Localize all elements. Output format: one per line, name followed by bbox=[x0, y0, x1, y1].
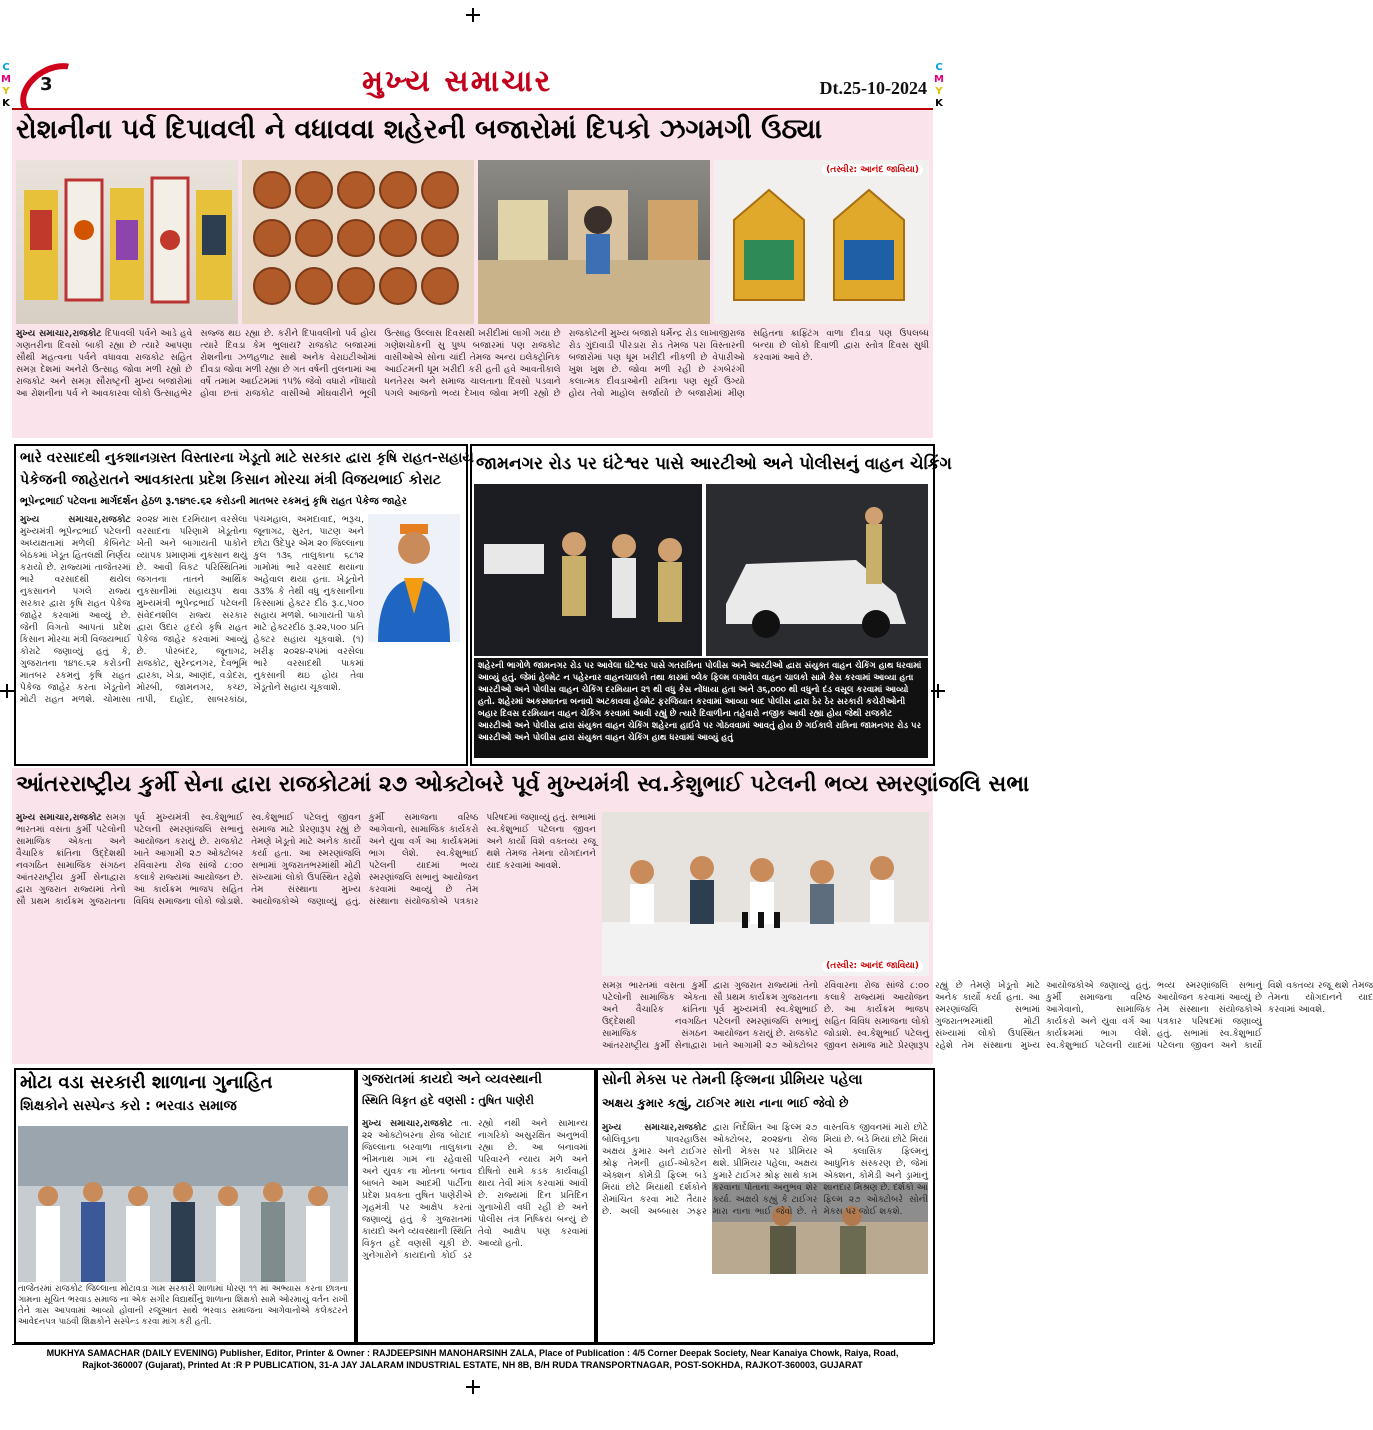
photo-car-stopped bbox=[706, 484, 928, 656]
cmyk-m: M bbox=[934, 74, 944, 85]
story-keshubhai-body-left bbox=[16, 812, 596, 1060]
story-diwali-byline: મુખ્ય સમાચાર,રાજકોટ bbox=[16, 329, 102, 339]
story-keshubhai-headline: આંતરરાષ્ટ્રીય કુર્મી સેના દ્વારા રાજકોટમાં ૨૭ ઓક્ટોબરે પૂર્વ મુખ્યમંત્રી સ્વ.કેશુભાઈ પટેલની ભવ્ય સ્મરણાંજલિ સભા bbox=[16, 772, 1030, 797]
imprint-footer bbox=[12, 1344, 933, 1378]
page-number: 3 bbox=[40, 74, 53, 95]
story-diwali-headline: રોશનીના પર્વ દિપાવલી ને વધાવવા શહેરની બજારોમાં દિપકો ઝગમગી ઉઠ્યા bbox=[16, 114, 823, 145]
masthead bbox=[12, 62, 933, 110]
portrait-illustration bbox=[368, 514, 460, 642]
story-farmer-headline-2: પેકેજની જાહેરાતને આવકારતા પ્રદેશ કિસાન મોરચા મંત્રી વિજયભાઈ કોરાટ bbox=[20, 472, 442, 488]
story-school-headline-2: શિક્ષકોને સસ્પેન્ડ કરો : ભરવાડ સમાજ bbox=[20, 1098, 237, 1114]
photo-toran-decorations bbox=[16, 160, 238, 324]
chariot-illustration bbox=[714, 160, 929, 324]
cmyk-k: K bbox=[935, 98, 943, 109]
story-law-headline-1: ગુજરાતમાં કાયદો અને વ્યવસ્થાની bbox=[362, 1072, 542, 1087]
registration-mark-bottom bbox=[466, 1380, 480, 1394]
photo-bharvad-samaj-group bbox=[18, 1126, 348, 1282]
story-farmer-subhead: ભૂપેન્દ્રભાઈ પટેલના માર્ગદર્શન હેઠળ રૂ.૧૪૧૯.૬૨ કરોડની માતબર રકમનું કૃષિ રાહત પેકેજ જાહેર bbox=[20, 496, 407, 507]
story-farmer-body bbox=[20, 514, 364, 758]
story-law-headline-2: સ્થિતિ વિકૃત હદે વણસી : તુષિત પાણેરી bbox=[362, 1094, 534, 1107]
imprint-line-2: Rajkot-360007 (Gujarat), Printed At :R P PUBLICATION, 31-A JAY JALARAM INDUSTRIAL ESTATE, NH 8B, B/H RUDA TRANSPORTNAGAR, POST-SOKHDA, RAJKOT-360003, GUJARAT bbox=[82, 1360, 863, 1370]
story-akshay-byline: મુખ્ય સમાચાર,રાજકોટ bbox=[602, 1123, 707, 1133]
photo-market-shop bbox=[478, 160, 710, 324]
story-akshay-headline-2: અક્ષય કુમાર કહ્યું, ટાઈગર મારા નાના ભાઈ જેવો છે bbox=[602, 1096, 849, 1110]
story-keshubhai-text-cont: સમગ્ર ભારતમાં વસતા કુર્મી પટેલોની સામાજિક એકતા અને વૈચારિક ક્રાંતિના ઉદ્દેશથી નવગઠિત સામાજિક સંગઠન આંતરરાષ્ટ્રીય કુર્મી સેનાદ્વારા દ્વારા ગુજરાત રાજ્યમાં તેનો સૌ પ્રથમ કાર્યક્રમ ગુજરાતના પૂર્વ મુખ્યમંત્રી સ્વ.કેશુભાઈ પટેલની સ્મરણાંજલિ સભાનું આયોજન કરાયું છે. રાજકોટ ખાતે આગામી ૨૭ ઓક્ટોબર રવિવારના રોજ સાંજે ૮:૦૦ કલાકે રાજ્યમાં આયોજન છે. આ કાર્યક્રમ ભાજપ સહિત વિવિધ સમાજના લોકો જોડાશે. સ્વ.કેશુભાઈ પટેલનું જીવન સમાજ માટે પ્રેરણારૂપ રહ્યું છે તેમણે ખેડૂતો માટે અનેક કાર્યો કર્યા હતા. આ સ્મરણાંજલિ સભામાં ગુજરાતભરમાંથી મોટી સંખ્યામાં લોકો ઉપસ્થિત રહેશે તેમ સંસ્થાના મુખ્ય આયોજકોએ જણાવ્યું હતું. કુર્મી સમાજના વરિષ્ઠ આગેવાનો, સામાજિક કાર્યકરો અને યુવા વર્ગ આ કાર્યક્રમમાં ભાગ લેશે. સ્વ.કેશુભાઈ પટેલની યાદમાં ભવ્ય સ્મરણાંજલિ સભાનું આયોજન કરવામાં આવ્યું છે તેમ સંસ્થાના સંયોજકોએ પત્રકાર પરિષદમાં જણાવ્યું હતું. સભામાં સ્વ.કેશુભાઈ પટેલના જીવન અને કાર્યો વિશે વક્તવ્ય રજૂ થશે તેમજ તેમના યોગદાનને યાદ કરવામાં આવશે. bbox=[602, 981, 1373, 1051]
cmyk-strip-right bbox=[934, 62, 944, 110]
cmyk-c: C bbox=[935, 62, 943, 73]
story-vehicle-caption: શહેરની ભાગોળે જામનગર રોડ પર આવેલા ઘંટેશ્વર પાસે ગતરાત્રિના પોલીસ અને આરટીઓ દ્વારા સંયુક્ત વાહન ચેકિંગ હાથ ધરવામાં આવ્યું હતું. જેમાં હેલ્મેટ ન પહેરનાર વાહનચાલકો તથા કારમાં બ્લેક ફિલ્મ લગાવેલ વાહન ચાલકો સામે કેસ કરવામાં આવ્યા હતા આરટીઓ અને પોલીસ વાહન ચેકિંગ દરમિયાન ૨૧ થી વધુ કેસ નોંધાયા હતા અને ૩૬,૦૦૦ થી વધુનો દંડ વસૂલ કરવામાં આવ્યો હતો. શહેરમાં અકસ્માતના બનાવો અટકાવવા હેલ્મેટ ફરજિયાત કરવામાં આવ્યા બાદ પોલીસ દ્વારા ઠેર ઠેર સરકારી કચેરીઓની બહાર દિવસ દરમિયાન વાહન ચેકિંગ કરવામાં આવી રહ્યું છે ત્યારે દિવાળીના તહેવારો નજીક આવી રહ્યા હોય જેથી રાજકોટ આરટીઓ અને પોલીસ દ્વારા સંયુક્ત વાહન ચેકિંગ શહેરના હાઈવે પર ગોઠવવામાં આવતું હોય છે ગઈકાલે રાત્રિના જામનગર રોડ પર આરટીઓ અને પોલીસ દ્વારા સંયુક્ત વાહન ચેકિંગ હાથ ધરવામાં આવ્યું હતું bbox=[474, 658, 928, 758]
newspaper-page bbox=[12, 62, 1373, 1370]
photo-credit: (તસ્વીર: આનંદ જાવિયા) bbox=[822, 164, 923, 176]
story-diwali-text: દિપાવલી પર્વને આડે હવે ગણતરીના દિવસો બાકી રહ્યા છે ત્યારે આપણા સૌથી મહત્વના પર્વને વધાવવા રાજકોટ સહિત સમગ્ર દેશમાં અનેરો ઉત્સાહ જોવા મળી રહ્યો છે રાજકોટ અને સમગ્ર સૌરાષ્ટ્રની મુખ્ય બજારોમાં આ રોશનીના પર્વ ને આવકારવા લોકો ઉત્સાહભેર સજ્જ થઇ રહ્યા છે. કરીને દિપાવલીનો પર્વ હોય ત્યારે દિવડા કેમ ભુલાય? રાજકોટ બજારમાં રોશનીના ઝળહળાટ સાથે અનેક વેરાઇટીઓમાં દીવડા જોવા મળી રહ્યા છે ગત વર્ષની તુલનામાં આ વર્ષે તમામ આઈટમમાં ૧૫% જેવો વધારો નોંધાયો હોવા છતાં રાજકોટ વાસીઓ મોંઘવારીને ભૂલી ઉત્સાહ ઉલ્લાસ દિવસથી ખરીદીમાં લાગી ગયા છે ગણેશચોકની સુ પુષ્પ બજારમાં પણ રાજકોટ વાસીઓએ સોના ચાંદી તેમજ અન્ય ઇલેક્ટ્રોનિક આઈટમની ધૂમ ખરીદી કરી હતી હવે આવતીકાલે ધનતેરસ અને સમાજ ચાલતાના દિવસો પડવાને પગલે આજનો ભવ્ય દેખાવ જોવા મળી રહ્યો છે રાજકોટની મુખ્ય બજારો ધર્મેન્દ્ર રોડ લાખાજીરાજ રોડ ગુંદાવાડી પીરડારા રોડ તેમજ પરા વિસ્તારની બજારોમાં પણ ધૂમ ખરીદી નીકળી છે વેપારીઓ ખુશ ખુશ છે. જોવા મળી રહી છે રંગબેરંગી કલાત્મક દીવડાઓની રાત્રિના પણ સૂર્ય ઉગ્યો હોય તેવો માહોલ સર્જાયો છે બજારોમાં મીણ સહિતના ક્રાફ્ટિંગ વાળા દીવડા પણ ઉપલબ્ધ બન્યા છે લોકો દિવાળી દ્વારા સ્તોત્ર દિવસ સુધી કરવામાં આવે છે. bbox=[16, 329, 929, 399]
story-law-byline: મુખ્ય સમાચાર,રાજકોટ bbox=[362, 1119, 453, 1129]
cmyk-y: Y bbox=[935, 86, 943, 97]
story-diwali-body bbox=[16, 328, 929, 434]
cmyk-m: M bbox=[1, 74, 11, 85]
photo-credit: (તસ્વીર: આનંદ જાવિયા) bbox=[822, 960, 923, 972]
story-farmer-headline-1: ભારે વરસાદથી નુકશાનગ્રસ્ત વિસ્તારના ખેડૂતો માટે સરકાર દ્વારા કૃષિ રાહત-સહાય bbox=[20, 450, 474, 466]
story-vehicle-headline: જામનગર રોડ પર ઘંટેશ્વર પાસે આરટીઓ અને પોલીસનું વાહન ચેકિંગ bbox=[476, 454, 952, 474]
story-keshubhai-text: સમગ્ર ભારતમાં વસતા કુર્મી પટેલોની સામાજિક એકતા અને વૈચારિક ક્રાંતિના ઉદ્દેશથી નવગઠિત સામાજિક સંગઠન આંતરરાષ્ટ્રીય કુર્મી સેનાદ્વારા દ્વારા ગુજરાત રાજ્યમાં તેનો સૌ પ્રથમ કાર્યક્રમ ગુજરાતના પૂર્વ મુખ્યમંત્રી સ્વ.કેશુભાઈ પટેલની સ્મરણાંજલિ સભાનું આયોજન કરાયું છે. રાજકોટ ખાતે આગામી ૨૭ ઓક્ટોબર રવિવારના રોજ સાંજે ૮:૦૦ કલાકે રાજ્યમાં આયોજન છે. આ કાર્યક્રમ ભાજપ સહિત વિવિધ સમાજના લોકો જોડાશે. સ્વ.કેશુભાઈ પટેલનું જીવન સમાજ માટે પ્રેરણારૂપ રહ્યું છે તેમણે ખેડૂતો માટે અનેક કાર્યો કર્યા હતા. આ સ્મરણાંજલિ સભામાં ગુજરાતભરમાંથી મોટી સંખ્યામાં લોકો ઉપસ્થિત રહેશે તેમ સંસ્થાના મુખ્ય આયોજકોએ જણાવ્યું હતું. કુર્મી સમાજના વરિષ્ઠ આગેવાનો, સામાજિક કાર્યકરો અને યુવા વર્ગ આ કાર્યક્રમમાં ભાગ લેશે. સ્વ.કેશુભાઈ પટેલની યાદમાં ભવ્ય સ્મરણાંજલિ સભાનું આયોજન કરવામાં આવ્યું છે તેમ સંસ્થાના સંયોજકોએ પત્રકાર પરિષદમાં જણાવ્યું હતું. સભામાં સ્વ.કેશુભાઈ પટેલના જીવન અને કાર્યો વિશે વક્તવ્ય રજૂ થશે તેમજ તેમના યોગદાનને યાદ કરવામાં આવશે. bbox=[16, 813, 596, 907]
story-school-caption: તાજેતરમાં રાજકોટ જિલ્લાના મોટાવડા ગામ સરકારી શાળામાં ધોરણ ૧૧ માં અભ્યાસ કરતા છાત્રના ગામના સૂચિત ભરવાડ સમાજ ના એક સગીર વિદ્યાર્થીનું શાળાના શિક્ષકો સામે ઓરમાયું વર્તન રાખી તેને ત્રાસ આપવામાં આવ્યો હોવાની રજૂઆત સાથે ભરવાડ સમાજના આગેવાનોએ કલેક્ટરને આવેદનપત્ર પાઠવી શિક્ષકોને સસ્પેન્ડ કરવા માંગ કરી હતી. bbox=[18, 1284, 348, 1327]
diyas-illustration bbox=[242, 160, 474, 324]
story-farmer-text: મુખ્યમંત્રી ભૂપેન્દ્રભાઈ પટેલની અધ્યક્ષતામાં મળેલી કેબિનેટ બેઠકમાં ખેડૂત હિતલક્ષી નિર્ણય કરાયો છે. રાજ્યમાં તાજેતરમાં ભારે વરસાદથી થયેલ નુકસાનને પગલે રાજ્ય સરકાર દ્વારા કૃષિ રાહત પેકેજ જાહેર કરવામાં આવ્યું છે. જેની વિગતો આપતાં પ્રદેશ કિસાન મોરચા મંત્રી વિજયભાઈ કોરાટે જણાવ્યું હતું કે, ગુજરાતના ૧૪૧૯.૬૨ કરોડની માતબર રકમનું કૃષિ રાહત પેકેજ જાહેર કરતા ખેડૂતોને મોટી રાહત મળશે. ચોમાસા ૨૦૨૪ માસ દરમિયાન વરસેલા વરસાદના પરિણામે ખેડૂતોના ખેતી અને બાગાયતી પાકોને વ્યાપક પ્રમાણમાં નુકસાન થયું છે. આવી વિકટ પરિસ્થિતિમાં જગતના તાતને આર્થિક નુકસાનીમાં સહાયરૂપ થવા મુખ્યમંત્રી ભૂપેન્દ્રભાઈ પટેલની સંવેદનશીલ રાજ્ય સરકાર દ્વારા ઉદાર હૃદયે કૃષિ રાહત પેકેજ જાહેર કરવામાં આવ્યું છે. પોરબંદર, જૂનાગઢ, રાજકોટ, સુરેન્દ્રનગર, દેવભૂમિ દ્વારકા, ખેડા, આણંદ, વડોદરા, મોરબી, જામનગર, કચ્છ, તાપી, દાહોદ, સાબરકાંઠા, પંચમહાલ, અમદાવાદ, ભરૂચ, જૂનાગઢ, સુરત, પાટણ અને છોટા ઉદેપુર એમ ૨૦ જિલ્લાના કુલ ૧૩૬ તાલુકાના ૬૮૧૨ ગામોમાં ભારે વરસાદ થયાના અહેવાલ થયા હતા. ખેડૂતોને ૩૩% કે તેથી વધુ નુકસાનીના કિસ્સામાં હેક્ટર દીઠ રૂ.૮,૫૦૦ સહાય મળશે. બાગાયતી પાકો માટે હેક્ટરદીઠ રૂ.૨૨,૫૦૦ પ્રતિ હેક્ટર સહાય ચૂકવાશે. (૧) ખરીફ ૨૦૨૪-૨૫માં વરસેલા ભારે વરસાદથી પાકમાં નુકસાની થઇ હોય તેવા ખેડૂતોને સહાય ચૂકવાશે. bbox=[20, 515, 364, 705]
story-school-headline-1: મોટા વડા સરકારી શાળાના ગુનાહિત bbox=[20, 1072, 273, 1093]
photo-night-checking bbox=[474, 484, 702, 656]
cmyk-c: C bbox=[2, 62, 10, 73]
story-keshubhai-body-right bbox=[602, 980, 1373, 1060]
story-farmer-byline: મુખ્ય સમાચાર,રાજકોટ bbox=[20, 515, 131, 525]
press-meet-illustration bbox=[602, 812, 929, 976]
cmyk-y: Y bbox=[2, 86, 10, 97]
night-check-illustration bbox=[474, 484, 702, 656]
photo-clay-diyas bbox=[242, 160, 474, 324]
group-photo-illustration bbox=[18, 1126, 348, 1282]
story-law-body bbox=[362, 1118, 588, 1336]
section-title: મુખ્ય સમાચાર bbox=[362, 64, 553, 99]
registration-mark-top bbox=[466, 8, 480, 22]
story-akshay-text: બોલિવૂડના પાવરહાઉસ અક્ષય કુમાર અને ટાઈગર શ્રોફ તેમની હાઈ-ઓક્ટેન એક્શન કોમેડી ફિલ્મ બડે મિયાં છોટે મિયાંથી દર્શકોને રોમાંચિત કરવા માટે તૈયાર છે. અલી અબ્બાસ ઝફર દ્વારા નિર્દેશિત આ ફિલ્મ ૨૭ ઓક્ટોબર, ૨૦૨૪ના રોજ સોની મેક્સ પર પ્રીમિયર થશે. પ્રીમિયર પહેલા, અક્ષય કુમારે ટાઈગર શ્રોફ સાથે કામ કરવાના પોતાના અનુભવ શેર કર્યા. અક્ષયે કહ્યું કે ટાઈગર મારા નાના ભાઈ જેવો છે. તે વાસ્તવિક જીવનમાં મારો છોટે મિયાં છે. બડે મિયાં છોટે મિયાં એ ક્લાસિક ફિલ્મનું આધુનિક સંસ્કરણ છે, જેમાં એક્શન, કોમેડી અને ડ્રામાનું શાનદાર મિશ્રણ છે. દર્શકો આ ફિલ્મ ૨૭ ઓક્ટોબરે સોની મેક્સ પર જોઈ શકશે. bbox=[602, 1123, 928, 1217]
photo-vijaybhai-korat bbox=[368, 514, 460, 642]
issue-date: Dt.25-10-2024 bbox=[819, 78, 927, 98]
story-law-text: તા. ૨૨ ઓક્ટોબરના રોજ બોટાદ જિલ્લાના બરવાળા તાલુકાના ભીમનાથ ગામ ના રહેવાસી અને યુવક ના મોતના બનાવ બાબતે આમ આદમી પાર્ટીના પ્રદેશ પ્રવક્તા તુષિત પાણેરીએ ગૃહમંત્રી પર આક્ષેપ કરતાં જણાવ્યું હતું કે ગુજરાતમાં કાયદો અને વ્યવસ્થાની સ્થિતિ વિકૃત હદે વણસી ચૂકી છે. ગુનેગારોને કાયદાનો કોઈ ડર રહ્યો નથી અને સામાન્ય નાગરિકો અસુરક્ષિત અનુભવી રહ્યા છે. આ બનાવમાં પરિવારને ન્યાય મળે અને દોષિતો સામે કડક કાર્યવાહી થાય તેવી માંગ કરવામાં આવી છે. રાજ્યમાં દિન પ્રતિદિન ગુનાખોરી વધી રહી છે અને પોલીસ તંત્ર નિષ્ક્રિય બન્યું છે તેવો આક્ષેપ પણ કરવામાં આવ્યો હતો. bbox=[362, 1119, 588, 1261]
photo-decorated-chariots bbox=[714, 160, 929, 324]
car-illustration bbox=[706, 484, 928, 656]
cmyk-k: K bbox=[2, 98, 10, 109]
hangings-illustration bbox=[16, 160, 238, 324]
imprint-line-1: MUKHYA SAMACHAR (DAILY EVENING) Publisher, Editor, Printer & Owner : RAJDEEPSINH MANOHARSINH ZALA, Place of Publication : 4/5 Corner Deepak Society, Near Kanaiya Chowk, Raiya, Road, bbox=[46, 1348, 899, 1358]
story-keshubhai-byline: મુખ્ય સમાચાર,રાજકોટ bbox=[16, 813, 102, 823]
photo-press-conference bbox=[602, 812, 929, 976]
shop-illustration bbox=[478, 160, 710, 324]
story-akshay-body bbox=[602, 1122, 928, 1336]
cmyk-strip-left bbox=[1, 62, 11, 110]
story-akshay-headline-1: સોની મેક્સ પર તેમની ફિલ્મના પ્રીમિયર પહેલા bbox=[602, 1072, 863, 1088]
